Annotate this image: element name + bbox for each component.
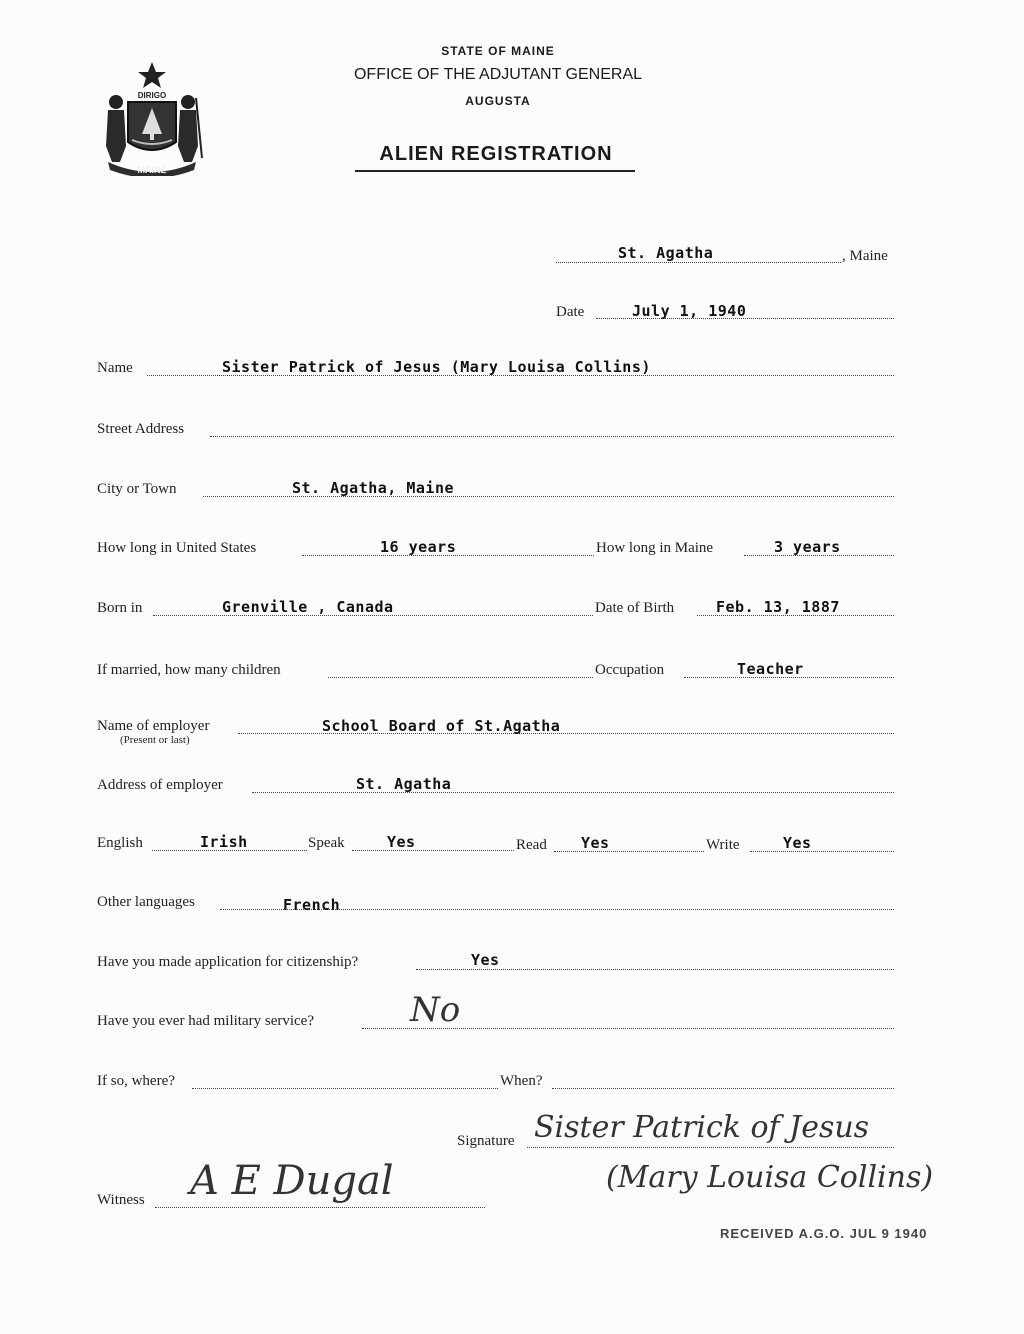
- maine-duration-value: 3 years: [774, 538, 841, 556]
- speak-value: Yes: [387, 833, 416, 851]
- military-value: No: [410, 990, 461, 1030]
- employer-sublabel: (Present or last): [120, 734, 190, 746]
- military-label: Have you ever had military service?: [97, 1013, 314, 1029]
- read-label: Read: [516, 837, 547, 853]
- where-label: If so, where?: [97, 1073, 175, 1089]
- born-value: Grenville , Canada: [222, 598, 394, 616]
- form-title: ALIEN REGISTRATION: [379, 143, 613, 165]
- occupation-value: Teacher: [737, 660, 804, 678]
- seal-motto: DIRIGO: [137, 91, 167, 100]
- employer-label: Name of employer: [97, 718, 210, 734]
- employer-address-value: St. Agatha: [356, 775, 452, 793]
- state-seal: [98, 58, 206, 176]
- state-heading: STATE OF MAINE: [441, 44, 555, 58]
- place-suffix: , Maine: [842, 248, 888, 264]
- other-languages-value: French: [283, 896, 341, 914]
- title-underline: [355, 170, 635, 172]
- city-label: City or Town: [97, 481, 177, 497]
- signature-line-2: (Mary Louisa Collins): [606, 1160, 934, 1195]
- name-label: Name: [97, 360, 133, 376]
- street-line: [210, 436, 894, 437]
- speak-label: Speak: [308, 835, 345, 851]
- employer-address-label: Address of employer: [97, 777, 223, 793]
- employer-value: School Board of St.Agatha: [322, 717, 561, 735]
- received-stamp: RECEIVED A.G.O. JUL 9 1940: [720, 1226, 928, 1241]
- witness-signature: A E Dugal: [190, 1158, 394, 1204]
- citizenship-label: Have you made application for citizenship?: [97, 954, 359, 970]
- maine-duration-label: How long in Maine: [596, 540, 714, 556]
- city-heading: AUGUSTA: [465, 94, 531, 108]
- english-value: Irish: [200, 833, 248, 851]
- street-label: Street Address: [97, 421, 185, 437]
- other-languages-label: Other languages: [97, 894, 195, 910]
- date-label: Date: [556, 304, 585, 320]
- seal-banner-text: MAINE: [137, 165, 167, 175]
- us-duration-label: How long in United States: [97, 540, 257, 556]
- write-label: Write: [706, 837, 740, 853]
- write-value: Yes: [783, 834, 812, 852]
- dob-value: Feb. 13, 1887: [716, 598, 840, 616]
- read-value: Yes: [581, 834, 610, 852]
- occupation-label: Occupation: [595, 662, 665, 678]
- us-duration-value: 16 years: [380, 538, 457, 556]
- when-label: When?: [500, 1073, 543, 1089]
- citizenship-value: Yes: [471, 951, 500, 969]
- children-label: If married, how many children: [97, 662, 281, 678]
- born-label: Born in: [97, 600, 143, 616]
- date-value: July 1, 1940: [632, 302, 747, 320]
- signature-line-1: Sister Patrick of Jesus: [534, 1110, 870, 1145]
- signature-label: Signature: [457, 1133, 515, 1149]
- name-value: Sister Patrick of Jesus (Mary Louisa Collins): [222, 358, 651, 376]
- city-value: St. Agatha, Maine: [292, 479, 455, 497]
- dob-label: Date of Birth: [595, 600, 675, 616]
- english-label: English: [97, 835, 143, 851]
- place-value: St. Agatha: [618, 244, 714, 262]
- office-heading: OFFICE OF THE ADJUTANT GENERAL: [353, 66, 643, 83]
- witness-label: Witness: [97, 1192, 145, 1208]
